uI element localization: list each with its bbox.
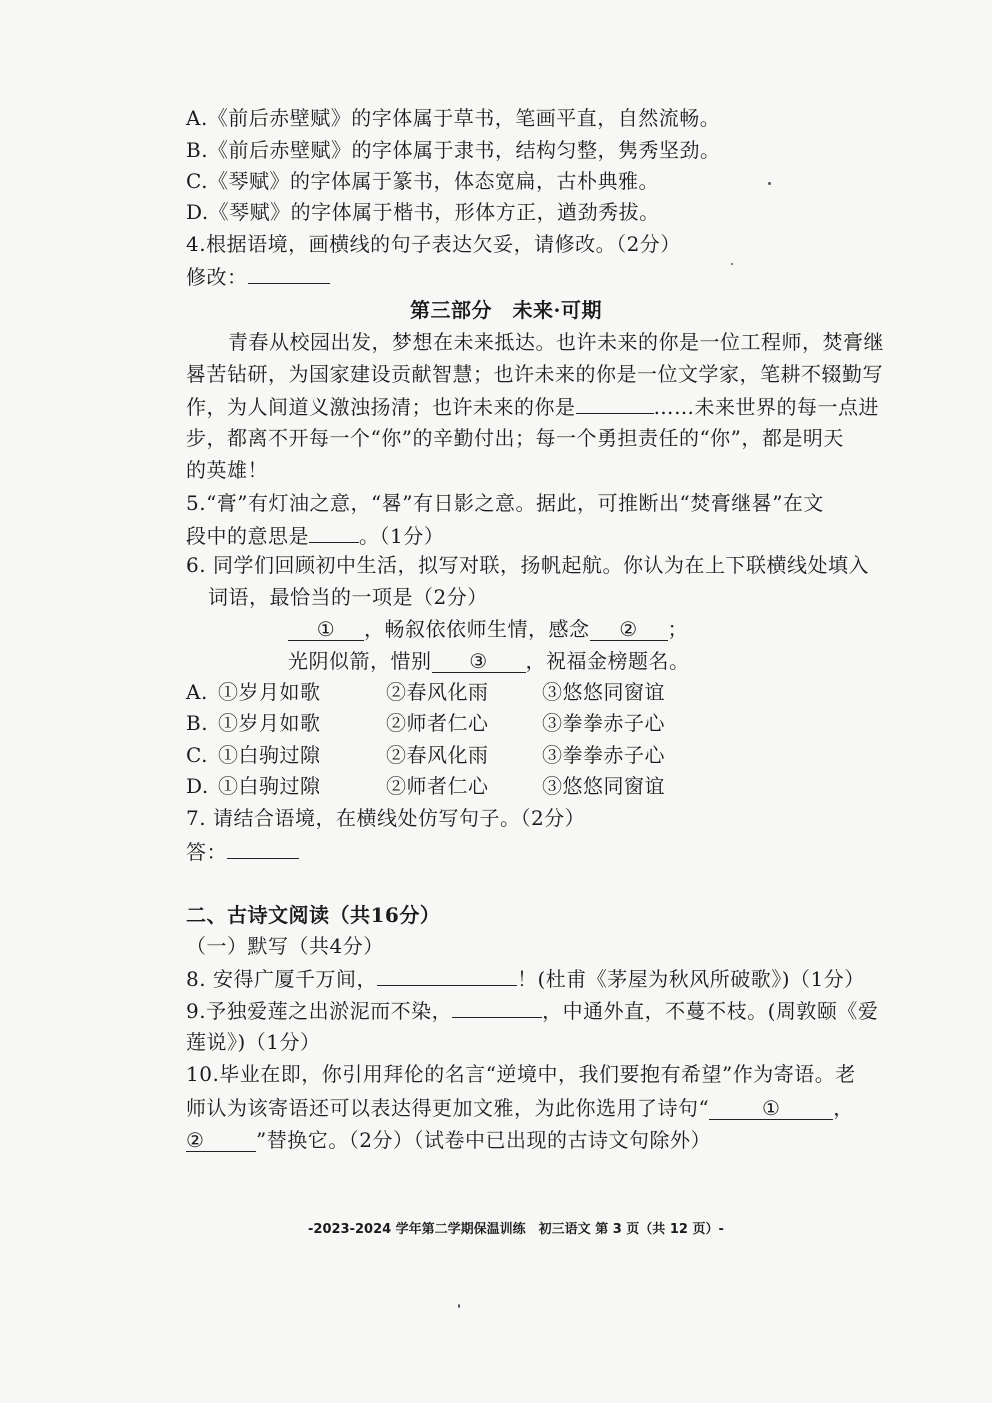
- q6-option-a-2: ②春风化雨: [386, 680, 489, 704]
- q10-line-3: [186, 1125, 711, 1155]
- q3-option-a: A.《前后赤壁赋》的字体属于草书，笔画平直，自然流畅。: [186, 106, 721, 130]
- scan-speck: [768, 182, 771, 185]
- q6-couplet-1-end: ；: [667, 617, 688, 641]
- q6-blank-1[interactable]: [288, 618, 364, 641]
- q10-blank-2[interactable]: [186, 1129, 256, 1152]
- q5-before: 段中的意思是: [186, 524, 309, 548]
- q6-option-c-1: ①白驹过隙: [218, 743, 321, 767]
- passage-line-3: [186, 391, 879, 422]
- q3-option-b: B.《前后赤壁赋》的字体属于隶书，结构匀整，隽秀坚劲。: [186, 138, 721, 162]
- section2-sub1: （一）默写（共4分）: [186, 934, 384, 958]
- q5-answer-blank[interactable]: [309, 520, 359, 543]
- q3-option-d: D.《琴赋》的字体属于楷书，形体方正，遒劲秀拔。: [186, 200, 660, 224]
- q6-option-c[interactable]: [186, 740, 665, 770]
- q10-line-2-after: ，: [833, 1096, 854, 1120]
- q6-option-d[interactable]: [186, 771, 665, 801]
- q6-option-d-1: ①白驹过隙: [218, 774, 321, 798]
- q3-option-c: C.《琴赋》的字体属于篆书，体态宽扁，古朴典雅。: [186, 169, 659, 193]
- passage-line-4: 步，都离不开每一个“你”的辛勤付出；每一个勇担责任的“你”，都是明天: [186, 426, 844, 450]
- q10-line-1: 10.毕业在即，你引用拜伦的名言“逆境中，我们要抱有希望”作为寄语。老: [186, 1062, 856, 1086]
- q4-answer-label: 修改：: [186, 265, 248, 289]
- q6-mark-3: ③: [469, 649, 488, 673]
- q6-mark-2: ②: [619, 617, 638, 641]
- q6-option-a-1: ①岁月如歌: [218, 680, 321, 704]
- q6-line-1: 6. 同学们回顾初中生活，拟写对联，扬帆起航。你认为在上下联横线处填入: [186, 553, 869, 577]
- q6-option-c-2: ②春风化雨: [386, 743, 489, 767]
- q5-line-1: 5.“膏”有灯油之意，“晷”有日影之意。据此，可推断出“焚膏继晷”在文: [186, 491, 824, 515]
- q10-mark-2: ②: [186, 1128, 205, 1152]
- section2-title: 二、古诗文阅读（共16分）: [186, 903, 441, 927]
- q9-answer-blank[interactable]: [452, 995, 542, 1018]
- q7-answer-blank[interactable]: [227, 836, 299, 859]
- q6-option-a-3: ③悠悠同窗谊: [542, 680, 665, 704]
- q6-couplet-1: [288, 614, 688, 644]
- q9-before: 9.予独爱莲之出淤泥而不染，: [186, 999, 453, 1023]
- q6-couplet-2-end: ，祝福金榜题名。: [525, 649, 690, 673]
- q7-answer-label: 答：: [186, 840, 227, 864]
- passage-line-1: 青春从校园出发，梦想在未来抵达。也许未来的你是一位工程师，焚膏继: [228, 330, 884, 354]
- q5-line-2: [186, 520, 444, 551]
- q8-after: ！(杜甫《茅屋为秋风所破歌》)（1分）: [516, 967, 865, 991]
- q6-option-b[interactable]: [186, 708, 665, 738]
- q7-stem: 7. 请结合语境，在横线处仿写句子。（2分）: [186, 806, 586, 830]
- q7-answer-line: [186, 836, 299, 867]
- q6-couplet-1-mid: ，畅叙依依师生情，感念: [364, 617, 590, 641]
- passage-line-2: 晷苦钻研，为国家建设贡献智慧；也许未来的你是一位文学家，笔耕不辍勤写: [186, 362, 883, 386]
- q6-line-2: 词语，最恰当的一项是（2分）: [208, 585, 488, 609]
- q4-answer-blank[interactable]: [248, 261, 330, 284]
- q6-option-c-label: C.: [186, 743, 208, 767]
- passage-line-5: 的英雄！: [186, 458, 268, 482]
- passage-line-3-before: 作，为人间道义激浊扬清；也许未来的你是: [186, 395, 576, 419]
- q6-option-d-2: ②师者仁心: [386, 774, 489, 798]
- q6-option-d-label: D.: [186, 774, 209, 798]
- q6-option-b-label: B.: [186, 711, 209, 735]
- q6-option-a-label: A.: [186, 680, 208, 704]
- q9-after: ，中通外直，不蔓不枝。(周敦颐《爱: [542, 999, 879, 1023]
- q10-blank-1[interactable]: [709, 1097, 833, 1120]
- q8-before: 8. 安得广厦千万间，: [186, 967, 377, 991]
- scan-speck: [458, 1304, 460, 1308]
- q8-answer-blank[interactable]: [377, 963, 517, 986]
- q9-line-2: 莲说》)（1分）: [186, 1030, 321, 1054]
- q6-option-b-3: ③拳拳赤子心: [542, 711, 665, 735]
- q6-option-a[interactable]: [186, 677, 665, 707]
- q9-line-1: [186, 995, 878, 1026]
- q8-line: [186, 963, 865, 994]
- q6-option-b-1: ①岁月如歌: [218, 711, 321, 735]
- part3-title: 第三部分 未来·可期: [410, 298, 602, 322]
- page-footer: -2023-2024 学年第二学期保温训练 初三语文 第 3 页（共 12 页）-: [308, 1222, 724, 1237]
- q10-line-2: [186, 1093, 854, 1123]
- q6-option-b-2: ②师者仁心: [386, 711, 489, 735]
- q10-line-2-before: 师认为该寄语还可以表达得更加文雅，为此你选用了诗句“: [186, 1096, 710, 1120]
- q6-option-c-3: ③拳拳赤子心: [542, 743, 665, 767]
- q10-mark-1: ①: [762, 1096, 781, 1120]
- q10-line-3-after: ”替换它。（2分）（试卷中已出现的古诗文句除外）: [256, 1128, 711, 1152]
- q6-couplet-2-start: 光阴似箭，惜别: [288, 649, 432, 673]
- q6-couplet-2: [288, 646, 690, 676]
- scan-speck: [731, 263, 733, 265]
- passage-imitation-blank[interactable]: [576, 391, 654, 414]
- q6-mark-1: ①: [316, 617, 336, 641]
- passage-line-3-after: ……未来世界的每一点进: [653, 395, 879, 419]
- q6-blank-2[interactable]: [590, 618, 668, 641]
- q6-option-d-3: ③悠悠同窗谊: [542, 774, 665, 798]
- q6-blank-3[interactable]: [432, 650, 526, 673]
- q4-answer-line: [186, 261, 330, 292]
- q4-stem: 4.根据语境，画横线的句子表达欠妥，请修改。（2分）: [186, 232, 681, 256]
- q5-after: 。（1分）: [359, 524, 445, 548]
